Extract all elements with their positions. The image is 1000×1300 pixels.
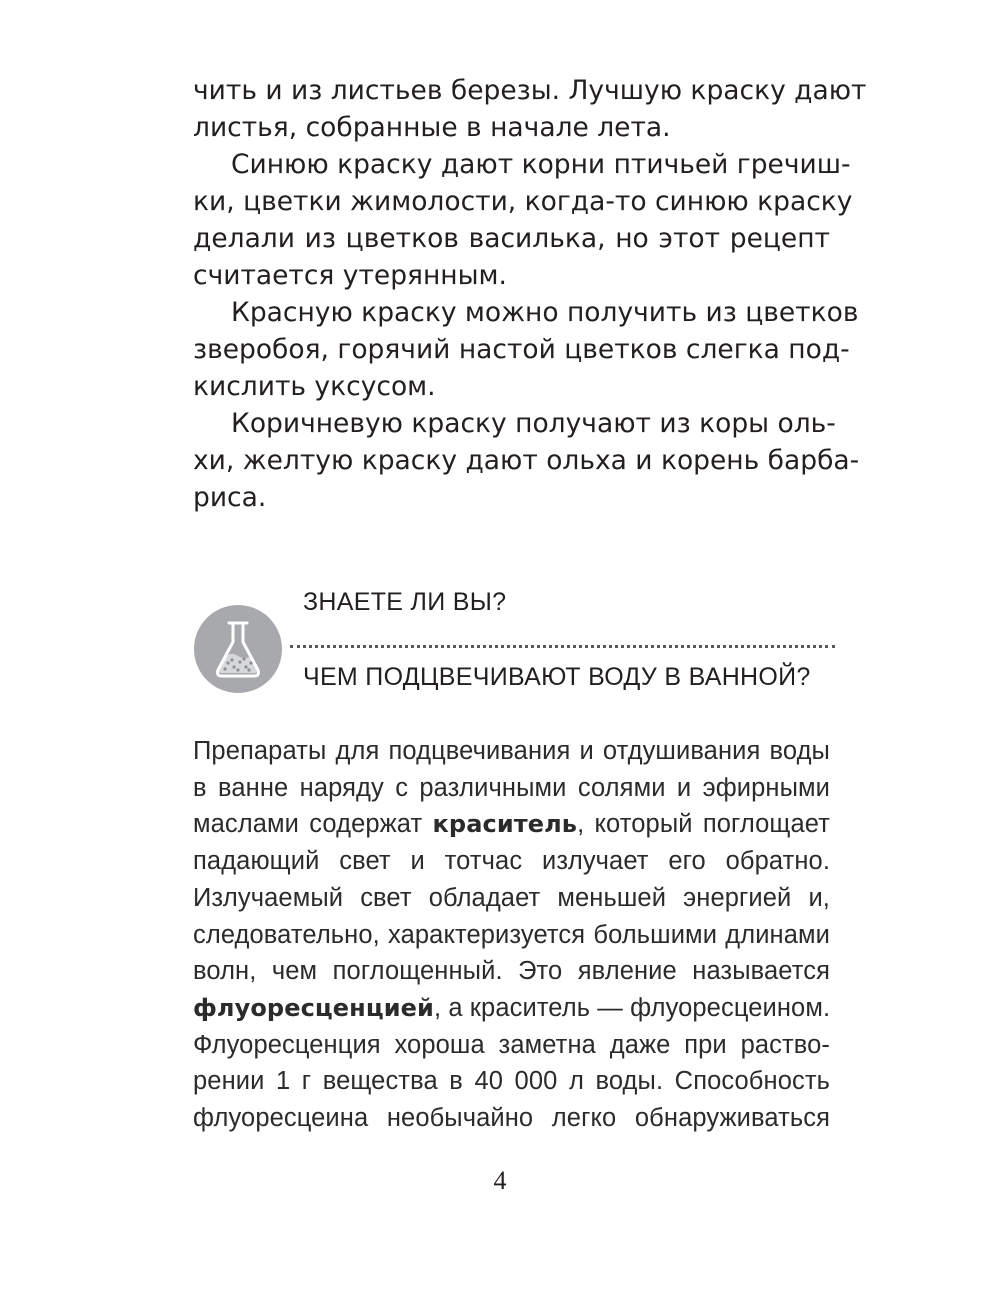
box-text-line: [193, 917, 830, 953]
bold-term: краситель: [432, 810, 578, 839]
text-run: флуоресцеина необычайно легко обнаруживаться: [193, 1104, 830, 1132]
text-line: Красную краску можно получить из цветков: [231, 297, 859, 328]
box-text-line: [193, 806, 830, 842]
text-line: ки, цветки жимолости, когда-то синюю краску: [193, 186, 853, 217]
text-line: делали из цветков василька, но этот рецепт: [193, 223, 830, 254]
box-text-line: [193, 733, 830, 769]
text-run: Излучаемый свет обладает меньшей энергией и,: [193, 883, 830, 912]
box-title: ЗНАЕТЕ ЛИ ВЫ?: [303, 588, 507, 616]
box-text-line: [193, 953, 830, 989]
text-run: рении 1 г вещества в 40 000 л воды. Способность: [193, 1067, 830, 1096]
text-line: Коричневую краску получают из коры оль-: [231, 408, 836, 439]
text-line: хи, желтую краску дают ольха и корень барба-: [193, 445, 860, 476]
box-text-line: [193, 990, 830, 1026]
text-run: , а краситель — флуоресцеином.: [433, 993, 831, 1022]
text-run: следовательно, характеризуется большими длинами: [193, 920, 830, 949]
text-run: маслами содержат: [193, 810, 433, 839]
text-run: , который поглощает: [577, 810, 830, 839]
divider: [290, 645, 835, 648]
box-text-line: [193, 880, 830, 916]
box-text-line: [193, 843, 830, 879]
page-number: 4: [493, 1166, 507, 1195]
text-line: считается утерянным.: [193, 260, 507, 291]
text-line: риса.: [193, 482, 267, 513]
text-line: листья, собранные в начале лета.: [193, 112, 671, 143]
text-run: Флуоресценция хороша заметна даже при раство-: [193, 1030, 830, 1059]
text-run: Препараты для подцвечивания и отдушивания воды: [193, 737, 830, 765]
box-question: ЧЕМ ПОДЦВЕЧИВАЮТ ВОДУ В ВАННОЙ?: [303, 663, 811, 691]
box-text-line: [193, 1027, 830, 1063]
text-line: кислить уксусом.: [193, 371, 436, 402]
text-line: зверобоя, горячий настой цветков слегка под-: [193, 334, 850, 365]
box-text-line: [193, 770, 830, 806]
bold-term: флуоресценцией: [193, 993, 434, 1022]
text-run: падающий свет и тотчас излучает его обратно.: [193, 847, 830, 876]
text-run: волн, чем поглощенный. Это явление называется: [193, 957, 830, 986]
box-text-line: [193, 1063, 830, 1099]
flask-icon: [194, 605, 282, 693]
text-run: в ванне наряду с различными солями и эфирными: [193, 773, 830, 802]
box-text-line: [193, 1100, 830, 1136]
text-line: Синюю краску дают корни птичьей гречиш-: [231, 149, 851, 180]
text-line: чить и из листьев березы. Лучшую краску дают: [193, 75, 867, 106]
